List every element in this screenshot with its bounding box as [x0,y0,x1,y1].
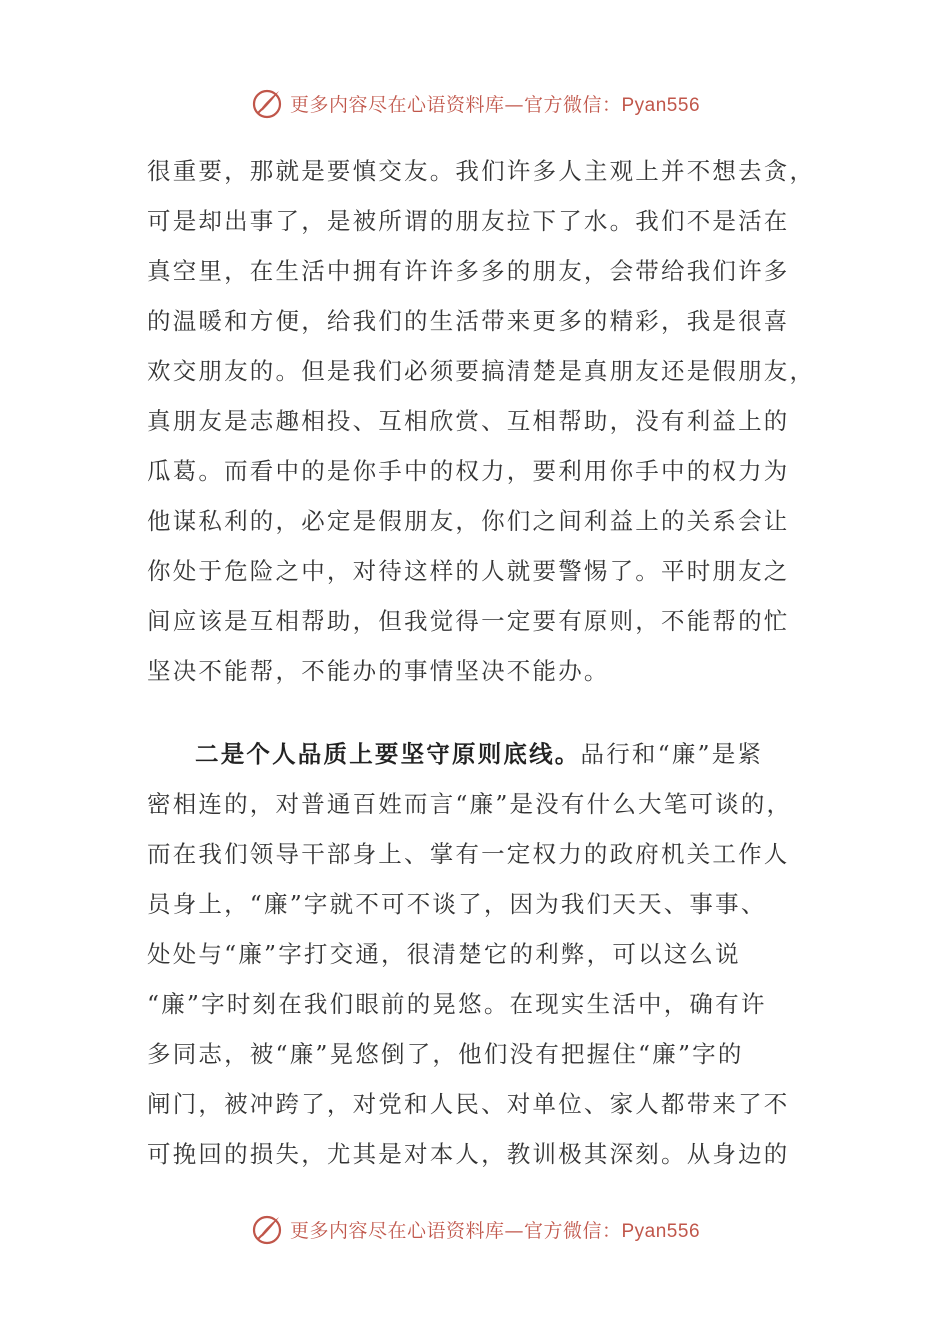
paragraph-gap [147,696,797,729]
text-line: 员身上，“廉”字就不可不谈了，因为我们天天、事事、 [147,890,767,918]
quill-pen-icon [250,1212,284,1246]
banner-text: 更多内容尽在心语资料库—官方微信：Pyan556 [289,93,701,116]
text-line: 真朋友是志趣相投、互相欣赏、互相帮助，没有利益上的 [147,407,790,435]
text-line: 欢交朋友的。但是我们必须要搞清楚是真朋友还是假朋友， [147,357,816,385]
text-line: 可挽回的损失，尤其是对本人，教训极其深刻。从身边的 [147,1140,790,1168]
text-line: 你处于危险之中，对待这样的人就要警惕了。平时朋友之 [147,557,790,585]
wechat-id: Pyan556 [621,94,701,116]
quill-pen-icon [250,86,284,120]
header-banner [0,83,950,123]
text-line: 真空里，在生活中拥有许许多多的朋友，会带给我们许多 [147,257,790,285]
document-body [147,146,816,1179]
paragraph-1 [147,146,816,696]
text-line: “廉”字时刻在我们眼前的晃悠。在现实生活中，确有许 [147,990,767,1018]
text-line: 可是却出事了，是被所谓的朋友拉下了水。我们不是活在 [147,207,790,235]
text-line [147,729,797,779]
paragraph-2 [147,729,797,1179]
text-line: 瓜葛。而看中的是你手中的权力，要利用你手中的权力为 [147,457,790,485]
text-line: 他谋私利的，必定是假朋友，你们之间利益上的关系会让 [147,507,790,535]
text-line: 处处与“廉”字打交通，很清楚它的利弊，可以这么说 [147,940,741,968]
wechat-id: Pyan556 [621,1220,701,1242]
banner-text: 更多内容尽在心语资料库—官方微信：Pyan556 [289,1219,701,1242]
text-line: 很重要，那就是要慎交友。我们许多人主观上并不想去贪， [147,157,816,185]
text-line: 的温暖和方便，给我们的生活带来更多的精彩，我是很喜 [147,307,790,335]
text-line: 多同志，被“廉”晃悠倒了，他们没有把握住“廉”字的 [147,1040,744,1068]
text-line: 闸门，被冲跨了，对党和人民、对单位、家人都带来了不 [147,1090,790,1118]
text-line: 而在我们领导干部身上、掌有一定权力的政府机关工作人 [147,840,790,868]
text-line: 密相连的，对普通百姓而言“廉”是没有什么大笔可谈的， [147,790,793,818]
text-line: 间应该是互相帮助，但我觉得一定要有原则，不能帮的忙 [147,607,790,635]
section-heading: 二是个人品质上要坚守原则底线。 [195,740,581,768]
text-line: 坚决不能帮，不能办的事情坚决不能办。 [147,657,610,685]
heading-line-rest: 品行和“廉”是紧 [580,740,764,768]
footer-banner [0,1209,950,1249]
